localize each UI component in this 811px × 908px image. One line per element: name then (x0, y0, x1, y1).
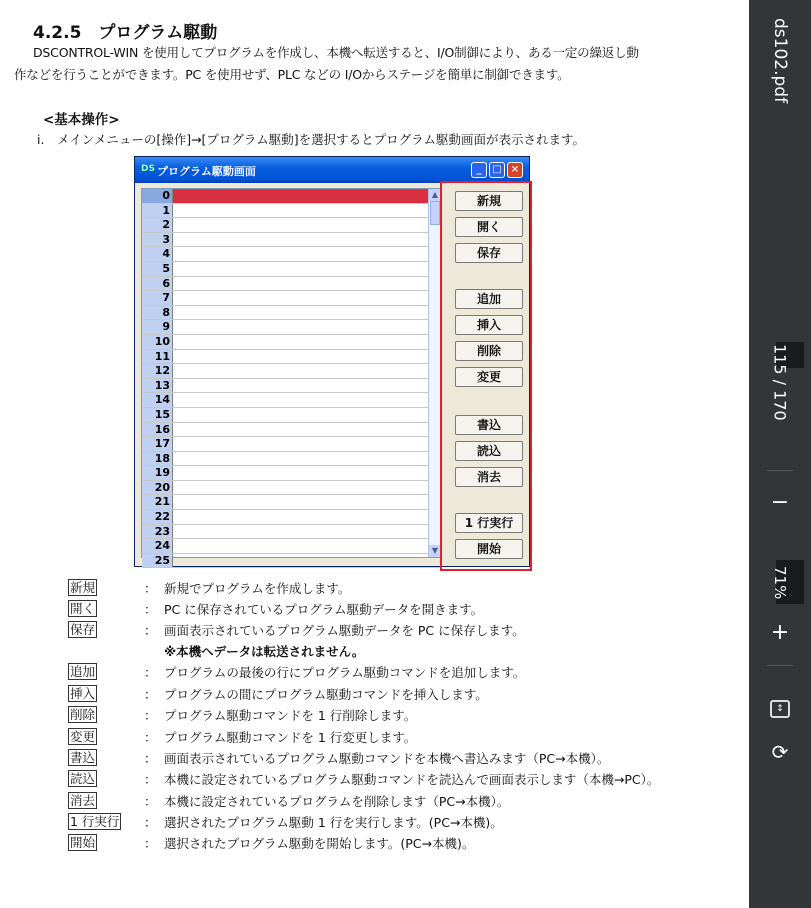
delete-button: 削除 (455, 341, 523, 361)
run-one-button: 1 行実行 (455, 513, 523, 533)
desc-label: 新規 (70, 580, 96, 595)
row-number: 9 (142, 320, 173, 334)
row-cell (173, 277, 441, 291)
row-number: 2 (142, 218, 173, 232)
row-number: 25 (142, 554, 173, 568)
window-title: プログラム駆動画面 (157, 165, 256, 178)
desc-erase: 消去 ： 本機に設定されているプログラムを削除します（PC→本機）。 (70, 793, 510, 809)
grid-row (142, 437, 441, 452)
toolbar-divider (767, 665, 793, 666)
page-indicator[interactable]: 115 / 170 (770, 344, 790, 421)
desc-add: 追加 ： プログラムの最後の行にプログラム駆動コマンドを追加します。 (70, 664, 526, 680)
start-button: 開始 (455, 539, 523, 559)
desc-label: 読込 (70, 771, 96, 786)
row-cell (173, 452, 441, 466)
row-cell (173, 247, 441, 261)
change-button: 変更 (455, 367, 523, 387)
basic-operation-heading: <基本操作> (43, 112, 120, 128)
desc-label: 開始 (70, 835, 96, 850)
minimize-icon: _ (471, 162, 487, 178)
grid-row (142, 510, 441, 525)
grid-row (142, 335, 441, 350)
row-cell (173, 466, 441, 480)
row-cell (173, 539, 441, 553)
grid-row (142, 364, 441, 379)
grid-row (142, 539, 441, 554)
desc-label: 追加 (70, 664, 96, 679)
row-number: 24 (142, 539, 173, 553)
grid-row (142, 262, 441, 277)
row-cell (173, 554, 441, 568)
row-number: 0 (142, 189, 173, 203)
row-cell (173, 495, 441, 509)
desc-run-one: 1 行実行 ： 選択されたプログラム駆動 1 行を実行します。(PC→本機)。 (70, 814, 503, 830)
grid-row (142, 393, 441, 408)
row-number: 13 (142, 379, 173, 393)
row-number: 18 (142, 452, 173, 466)
scroll-down-icon: ▼ (429, 545, 441, 557)
desc-delete: 削除 ： プログラム駆動コマンドを 1 行削除します。 (70, 707, 417, 723)
open-button: 開く (455, 217, 523, 237)
row-cell (173, 379, 441, 393)
desc-text: プログラムの最後の行にプログラム駆動コマンドを追加します。 (164, 665, 526, 680)
row-number: 15 (142, 408, 173, 422)
scroll-up-icon: ▲ (429, 189, 441, 201)
desc-text: 本機に設定されているプログラム駆動コマンドを読込んで画面表示します（本機→PC）。 (164, 772, 660, 787)
grid-row (142, 218, 441, 233)
row-number: 4 (142, 247, 173, 261)
grid-row (142, 466, 441, 481)
grid-row (142, 189, 441, 204)
save-note: ※本機へデータは転送されません。 (164, 644, 365, 659)
row-cell (173, 350, 441, 364)
grid-row (142, 452, 441, 467)
erase-button: 消去 (455, 467, 523, 487)
row-cell (173, 306, 441, 320)
desc-label: 変更 (70, 729, 96, 744)
row-cell (173, 364, 441, 378)
row-cell (173, 291, 441, 305)
desc-label: 挿入 (70, 686, 96, 701)
row-cell (173, 320, 441, 334)
row-number: 6 (142, 277, 173, 291)
desc-text: 本機に設定されているプログラムを削除します（PC→本機）。 (164, 794, 510, 809)
grid-row (142, 481, 441, 496)
desc-text: プログラム駆動コマンドを 1 行変更します。 (164, 730, 417, 745)
zoom-out-button[interactable]: − (770, 490, 790, 515)
row-number: 8 (142, 306, 173, 320)
row-cell (173, 408, 441, 422)
desc-label: 書込 (70, 750, 96, 765)
save-button: 保存 (455, 243, 523, 263)
grid-row (142, 379, 441, 394)
row-cell (173, 393, 441, 407)
row-number: 19 (142, 466, 173, 480)
row-cell (173, 204, 441, 218)
grid-row (142, 306, 441, 321)
scroll-thumb (430, 201, 440, 225)
window-title-bar (135, 157, 529, 183)
ds-logo-icon: DS (141, 164, 155, 174)
grid-row (142, 320, 441, 335)
row-number: 20 (142, 481, 173, 495)
desc-text: 選択されたプログラム駆動 1 行を実行します。(PC→本機)。 (164, 815, 503, 830)
row-cell (173, 189, 441, 203)
maximize-icon: □ (489, 162, 505, 178)
write-button: 書込 (455, 415, 523, 435)
zoom-level[interactable]: 71% (771, 566, 789, 600)
desc-label: 削除 (70, 707, 96, 722)
row-cell (173, 423, 441, 437)
row-number: 5 (142, 262, 173, 276)
row-number: 12 (142, 364, 173, 378)
step-1: i. メインメニューの[操作]→[プログラム駆動]を選択するとプログラム駆動画面が表示されます。 (37, 132, 586, 147)
grid-row (142, 247, 441, 262)
section-heading: 4.2.5 プログラム駆動 (33, 23, 218, 43)
desc-read: 読込 ： 本機に設定されているプログラム駆動コマンドを読込んで画面表示します（本機→PC）。 (70, 771, 660, 787)
grid-row (142, 350, 441, 365)
grid-row (142, 525, 441, 540)
row-cell (173, 525, 441, 539)
row-number: 11 (142, 350, 173, 364)
desc-save: 保存 ： 画面表示されているプログラム駆動データを PC に保存します。 (70, 622, 525, 638)
row-cell (173, 335, 441, 349)
viewer-toolbar (749, 0, 811, 908)
grid-row (142, 495, 441, 510)
row-cell (173, 437, 441, 451)
desc-label: 1 行実行 (70, 814, 120, 829)
row-number: 22 (142, 510, 173, 524)
desc-open: 開く ： PC に保存されているプログラム駆動データを開きます。 (70, 601, 484, 617)
program-grid (141, 188, 442, 567)
desc-text: プログラム駆動コマンドを 1 行削除します。 (164, 708, 417, 723)
row-number: 10 (142, 335, 173, 349)
grid-row (142, 554, 441, 569)
desc-label: 保存 (70, 622, 96, 637)
desc-label: 消去 (70, 793, 96, 808)
grid-row (142, 423, 441, 438)
row-number: 16 (142, 423, 173, 437)
desc-text: 選択されたプログラム駆動を開始します。(PC→本機)。 (164, 836, 475, 851)
insert-button: 挿入 (455, 315, 523, 335)
desc-text: PC に保存されているプログラム駆動データを開きます。 (164, 602, 484, 617)
desc-text: 画面表示されているプログラム駆動コマンドを本機へ書込みます（PC→本機）。 (164, 751, 610, 766)
rotate-icon[interactable]: ⟳ (771, 740, 789, 764)
row-number: 3 (142, 233, 173, 247)
grid-row (142, 204, 441, 219)
fit-page-icon[interactable]: ↕ (770, 700, 790, 718)
close-icon: × (507, 162, 523, 178)
desc-start: 開始 ： 選択されたプログラム駆動を開始します。(PC→本機)。 (70, 835, 475, 851)
grid-row (142, 233, 441, 248)
desc-change: 変更 ： プログラム駆動コマンドを 1 行変更します。 (70, 729, 417, 745)
desc-new: 新規 ： 新規でプログラムを作成します。 (70, 580, 351, 596)
button-highlight-box (440, 181, 532, 571)
row-cell (173, 262, 441, 276)
row-number: 17 (142, 437, 173, 451)
desc-write: 書込 ： 画面表示されているプログラム駆動コマンドを本機へ書込みます（PC→本機）。 (70, 750, 610, 766)
intro-line-1: DSCONTROL-WIN を使用してプログラムを作成し、本機へ転送すると、I/O制御により、ある一定の繰返し動 (33, 45, 639, 60)
row-cell (173, 218, 441, 232)
toolbar-divider (767, 470, 793, 471)
document-title: ds102.pdf (770, 18, 790, 104)
intro-line-2: 作などを行うことができます。PC を使用せず、PLC などの I/Oからステージを簡単に制御できます。 (14, 67, 570, 82)
grid-row (142, 291, 441, 306)
grid-row (142, 277, 441, 292)
desc-insert: 挿入 ： プログラムの間にプログラム駆動コマンドを挿入します。 (70, 686, 488, 702)
row-cell (173, 481, 441, 495)
new-button: 新規 (455, 191, 523, 211)
row-number: 23 (142, 525, 173, 539)
desc-text: 画面表示されているプログラム駆動データを PC に保存します。 (164, 623, 525, 638)
row-cell (173, 510, 441, 524)
desc-label: 開く (70, 601, 96, 616)
row-number: 14 (142, 393, 173, 407)
program-rows (142, 189, 441, 568)
zoom-in-button[interactable]: + (770, 620, 790, 645)
grid-row (142, 408, 441, 423)
row-number: 1 (142, 204, 173, 218)
row-number: 21 (142, 495, 173, 509)
row-cell (173, 233, 441, 247)
desc-text: 新規でプログラムを作成します。 (164, 581, 351, 596)
add-button: 追加 (455, 289, 523, 309)
row-number: 7 (142, 291, 173, 305)
desc-text: プログラムの間にプログラム駆動コマンドを挿入します。 (164, 687, 488, 702)
read-button: 読込 (455, 441, 523, 461)
